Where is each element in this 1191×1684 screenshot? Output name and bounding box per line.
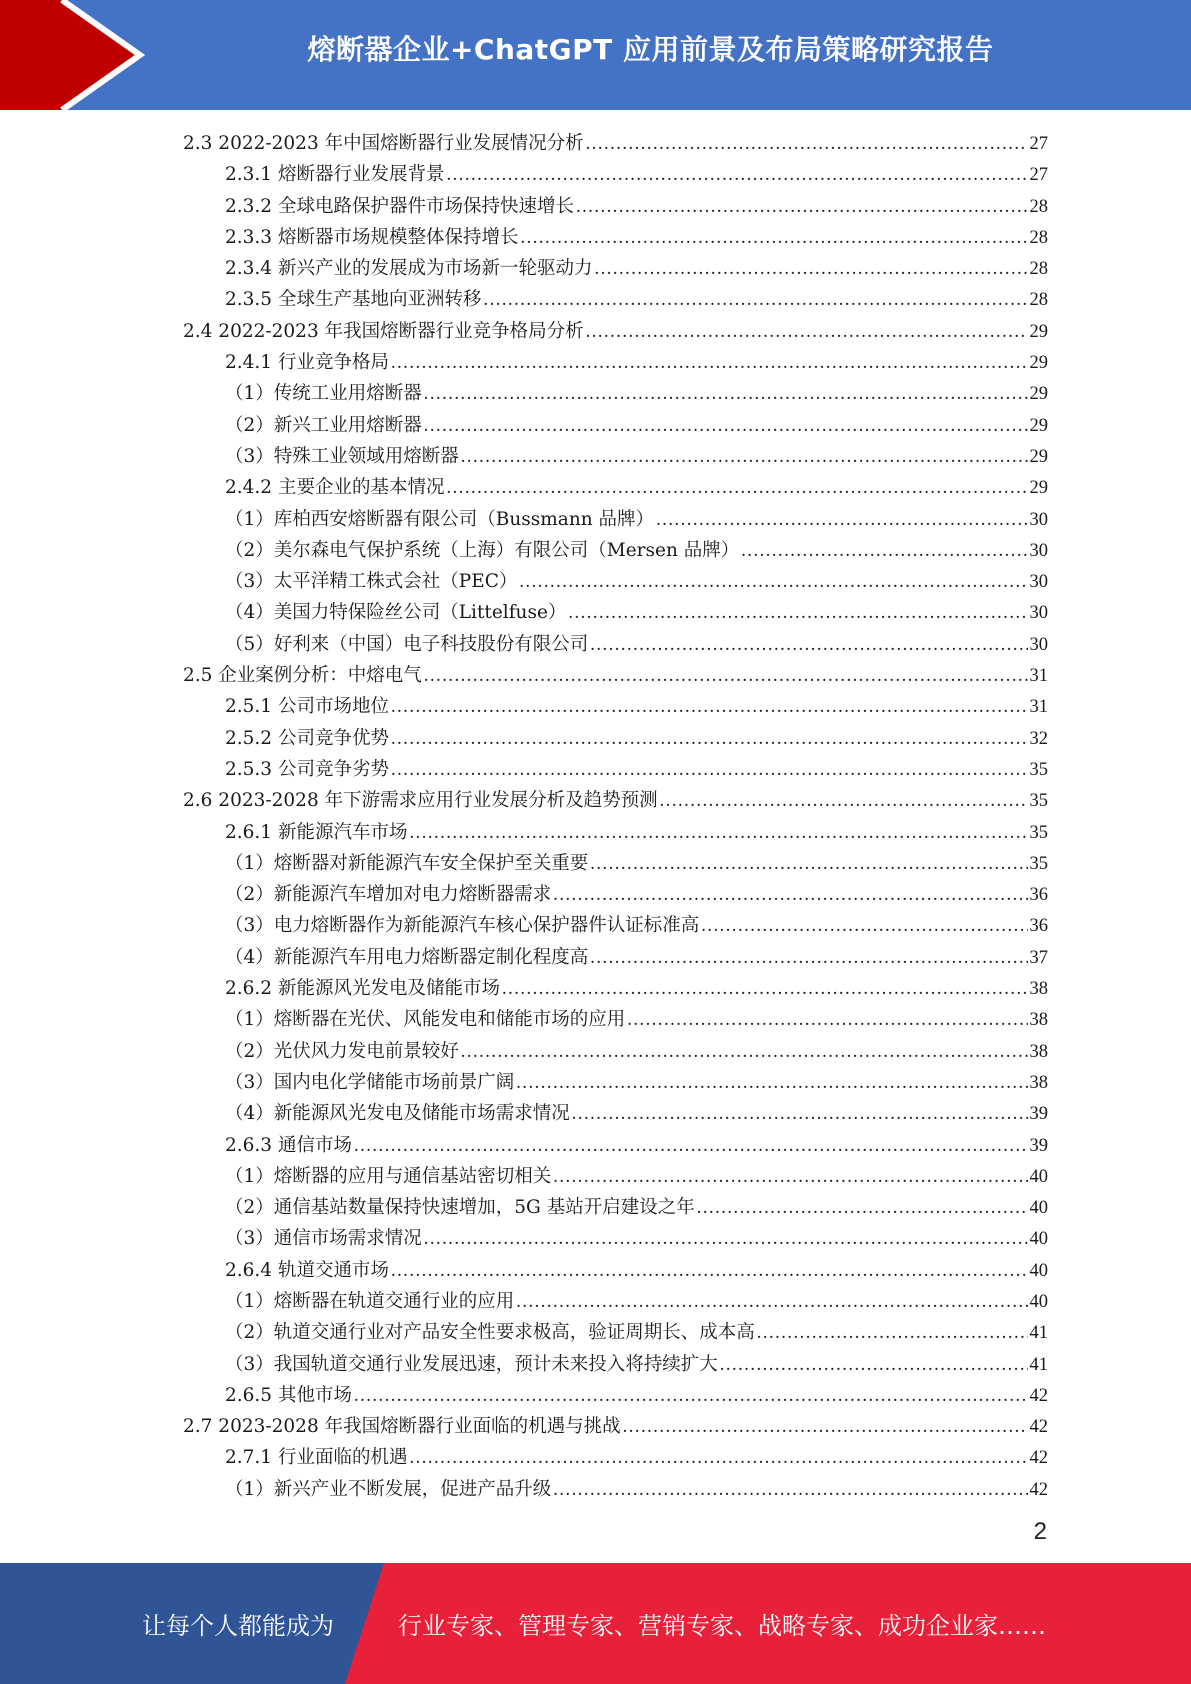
toc-entry[interactable]: [183, 504, 1048, 535]
toc-entry-page: 35: [1029, 791, 1048, 812]
toc-entry-title: （5）好利来（中国）电子科技股份有限公司: [225, 633, 589, 655]
page-footer: [0, 1563, 1191, 1684]
toc-entry[interactable]: [183, 1192, 1048, 1223]
toc-dot-leader: [391, 724, 1028, 755]
toc-entry-title: （3）通信市场需求情况: [225, 1228, 422, 1250]
toc-entry-page: 36: [1029, 885, 1048, 906]
toc-entry[interactable]: [183, 1317, 1048, 1348]
toc-entry[interactable]: [183, 848, 1048, 879]
toc-entry[interactable]: [183, 1161, 1048, 1192]
footer-slogan-left: 让每个人都能成为: [142, 1612, 334, 1640]
toc-dot-leader: [446, 473, 1027, 504]
toc-entry[interactable]: [183, 1474, 1048, 1505]
toc-dot-leader: [502, 974, 1028, 1005]
toc-entry-page: 28: [1029, 227, 1048, 248]
toc-dot-leader: [461, 442, 1028, 473]
toc-entry-page: 28: [1029, 259, 1048, 280]
toc-dot-leader: [424, 661, 1028, 692]
toc-entry-page: 40: [1029, 1260, 1048, 1281]
toc-entry-page: 38: [1029, 1072, 1048, 1093]
toc-entry[interactable]: [183, 1286, 1048, 1317]
toc-entry-page: 29: [1029, 478, 1048, 499]
toc-entry-page: 42: [1029, 1417, 1048, 1438]
toc-entry-title: 2.6.5 其他市场: [225, 1384, 352, 1406]
toc-dot-leader: [409, 1443, 1027, 1474]
toc-entry[interactable]: [183, 191, 1048, 222]
toc-entry[interactable]: [183, 691, 1048, 722]
toc-entry-page: 38: [1029, 979, 1048, 1000]
toc-entry-title: 2.6 2023-2028 年下游需求应用行业发展分析及趋势预测: [183, 790, 658, 812]
toc-dot-leader: [586, 317, 1028, 348]
toc-dot-leader: [553, 1475, 1027, 1506]
toc-entry-title: 2.5 企业案例分析：中熔电气: [183, 665, 422, 687]
toc-entry[interactable]: [183, 942, 1048, 973]
toc-entry-page: 30: [1029, 572, 1048, 593]
toc-entry[interactable]: [183, 1067, 1048, 1098]
toc-entry-title: 2.3.2 全球电路保护器件市场保持快速增长: [225, 195, 574, 217]
toc-entry-page: 27: [1029, 134, 1048, 154]
toc-entry-page: 40: [1029, 1166, 1048, 1187]
toc-entry-title: （2）新能源汽车增加对电力熔断器需求: [225, 884, 552, 906]
toc-entry-title: 2.4.2 主要企业的基本情况: [225, 477, 445, 499]
toc-entry-title: 2.3 2022-2023 年中国熔断器行业发展情况分析: [183, 133, 584, 154]
toc-entry-page: 39: [1029, 1104, 1048, 1125]
toc-entry-page: 28: [1029, 290, 1048, 311]
toc-entry-title: （2）光伏风力发电前景较好: [225, 1040, 459, 1062]
toc-entry-page: 38: [1029, 1041, 1048, 1062]
toc-entry-page: 30: [1029, 509, 1048, 530]
toc-dot-leader: [446, 160, 1027, 191]
toc-dot-leader: [553, 880, 1027, 911]
toc-entry[interactable]: [183, 1349, 1048, 1380]
toc-entry-title: （1）新兴产业不断发展，促进产品升级: [225, 1478, 552, 1500]
toc-entry[interactable]: [183, 1223, 1048, 1254]
toc-dot-leader: [391, 348, 1028, 379]
toc-dot-leader: [627, 1005, 1027, 1036]
toc-entry-page: 42: [1029, 1448, 1048, 1469]
toc-entry-title: （2）通信基站数量保持快速增加，5G 基站开启建设之年: [225, 1197, 695, 1219]
toc-entry-page: 41: [1029, 1354, 1048, 1375]
toc-entry-title: （2）轨道交通行业对产品安全性要求极高，验证周期长、成本高: [225, 1322, 755, 1344]
footer-slogan-right: 行业专家、管理专家、营销专家、战略专家、成功企业家……: [398, 1612, 1046, 1640]
toc-entry-title: （3）太平洋精工株式会社（PEC）: [225, 571, 518, 593]
toc-entry-page: 35: [1029, 853, 1048, 874]
toc-dot-leader: [516, 1287, 1027, 1318]
toc-entry-title: （4）新能源风光发电及储能市场需求情况: [225, 1103, 570, 1125]
toc-entry-page: 41: [1029, 1323, 1048, 1344]
toc-entry-page: 29: [1029, 384, 1048, 405]
page-number: 2: [1033, 1518, 1047, 1545]
toc-dot-leader: [424, 1224, 1028, 1255]
toc-entry-title: 2.6.3 通信市场: [225, 1134, 352, 1156]
toc-entry-title: （3）电力熔断器作为新能源汽车核心保护器件认证标准高: [225, 915, 700, 937]
toc-entry-title: （4）美国力特保险丝公司（Littelfuse）: [225, 602, 567, 624]
toc-entry-title: （1）熔断器在光伏、风能发电和储能市场的应用: [225, 1009, 626, 1031]
toc-entry-page: 30: [1029, 603, 1048, 624]
toc-entry-page: 30: [1029, 634, 1048, 655]
toc-dot-leader: [354, 1131, 1028, 1162]
toc-entry[interactable]: [183, 535, 1048, 566]
toc-dot-leader: [424, 411, 1028, 442]
toc-entry[interactable]: [183, 441, 1048, 472]
toc-entry-title: （1）熔断器在轨道交通行业的应用: [225, 1290, 515, 1312]
toc-entry-page: 30: [1029, 540, 1048, 561]
report-title: 熔断器企业+ChatGPT 应用前景及布局策略研究报告: [307, 33, 994, 66]
toc-dot-leader: [519, 567, 1027, 598]
toc-entry[interactable]: [183, 284, 1048, 315]
toc-entry[interactable]: [183, 1411, 1048, 1442]
toc-dot-leader: [594, 254, 1027, 285]
toc-entry-title: 2.6.1 新能源汽车市场: [225, 821, 408, 843]
toc-entry[interactable]: [183, 597, 1048, 628]
toc-entry-page: 29: [1029, 415, 1048, 436]
toc-entry-page: 29: [1029, 321, 1048, 342]
toc-entry-page: 28: [1029, 196, 1048, 217]
toc-entry-page: 29: [1029, 353, 1048, 374]
toc-entry-title: 2.5.3 公司竞争劣势: [225, 758, 389, 780]
toc-entry[interactable]: [183, 1255, 1048, 1286]
toc-entry[interactable]: [183, 1442, 1048, 1473]
toc-entry-page: 27: [1029, 165, 1048, 186]
toc-entry-title: （1）库柏西安熔断器有限公司（Bussmann 品牌）: [225, 508, 655, 530]
toc-entry-title: （2）美尔森电气保护系统（上海）有限公司（Mersen 品牌）: [225, 539, 740, 561]
toc-entry-title: （1）熔断器对新能源汽车安全保护至关重要: [225, 852, 589, 874]
toc-entry-page: 42: [1029, 1385, 1048, 1406]
toc-dot-leader: [461, 1037, 1028, 1068]
toc-entry-title: 2.6.2 新能源风光发电及储能市场: [225, 978, 500, 1000]
toc-entry-title: 2.3.5 全球生产基地向亚洲转移: [225, 289, 482, 311]
toc-dot-leader: [391, 692, 1028, 723]
toc-entry-page: 39: [1029, 1135, 1048, 1156]
toc-entry-title: 2.7 2023-2028 年我国熔断器行业面临的机遇与挑战: [183, 1416, 621, 1438]
toc-entry-title: （3）我国轨道交通行业发展迅速，预计未来投入将持续扩大: [225, 1353, 718, 1375]
toc-dot-leader: [424, 379, 1028, 410]
toc-dot-leader: [553, 1162, 1027, 1193]
toc-dot-leader: [409, 818, 1027, 849]
toc-dot-leader: [590, 849, 1027, 880]
toc-dot-leader: [576, 192, 1028, 223]
toc-entry[interactable]: [183, 316, 1048, 347]
toc-entry-title: （2）新兴工业用熔断器: [225, 414, 422, 436]
toc-dot-leader: [701, 911, 1027, 942]
toc-dot-leader: [590, 630, 1027, 661]
toc-entry[interactable]: [183, 128, 1048, 159]
header-red-chevron: [0, 0, 140, 110]
toc-entry-page: 40: [1029, 1229, 1048, 1250]
toc-entry-page: 35: [1029, 822, 1048, 843]
table-of-contents: [183, 128, 1048, 1505]
toc-entry-page: 42: [1029, 1479, 1048, 1500]
toc-dot-leader: [590, 943, 1027, 974]
toc-dot-leader: [586, 129, 1028, 160]
toc-entry[interactable]: [183, 1098, 1048, 1129]
toc-dot-leader: [516, 1068, 1027, 1099]
toc-entry[interactable]: [183, 785, 1048, 816]
toc-entry-title: （1）熔断器的应用与通信基站密切相关: [225, 1165, 552, 1187]
toc-entry-title: 2.7.1 行业面临的机遇: [225, 1447, 408, 1469]
toc-entry-title: 2.5.2 公司竞争优势: [225, 727, 389, 749]
toc-dot-leader: [757, 1318, 1028, 1349]
toc-entry[interactable]: [183, 472, 1048, 503]
toc-entry-page: 31: [1029, 697, 1048, 718]
toc-entry[interactable]: [183, 629, 1048, 660]
toc-entry-title: 2.4.1 行业竞争格局: [225, 352, 389, 374]
toc-entry-page: 38: [1029, 1010, 1048, 1031]
page-header: [0, 0, 1191, 110]
toc-entry[interactable]: [183, 879, 1048, 910]
toc-entry-title: 2.6.4 轨道交通市场: [225, 1259, 389, 1281]
toc-entry-title: （1）传统工业用熔断器: [225, 383, 422, 405]
toc-entry[interactable]: [183, 723, 1048, 754]
toc-entry-title: （3）特殊工业领域用熔断器: [225, 445, 459, 467]
toc-entry[interactable]: [183, 410, 1048, 441]
toc-entry-title: 2.3.3 熔断器市场规模整体保持增长: [225, 226, 519, 248]
toc-entry[interactable]: [183, 222, 1048, 253]
toc-dot-leader: [354, 1381, 1028, 1412]
toc-entry[interactable]: [183, 817, 1048, 848]
toc-entry[interactable]: [183, 159, 1048, 190]
toc-entry[interactable]: [183, 566, 1048, 597]
toc-dot-leader: [572, 1099, 1028, 1130]
toc-entry-title: 2.4 2022-2023 年我国熔断器行业竞争格局分析: [183, 320, 584, 342]
toc-entry-page: 31: [1029, 666, 1048, 687]
toc-dot-leader: [568, 598, 1027, 629]
toc-entry-title: 2.5.1 公司市场地位: [225, 696, 389, 718]
toc-entry[interactable]: [183, 754, 1048, 785]
toc-entry[interactable]: [183, 1036, 1048, 1067]
toc-entry-page: 35: [1029, 759, 1048, 780]
toc-dot-leader: [520, 223, 1027, 254]
toc-entry[interactable]: [183, 378, 1048, 409]
toc-dot-leader: [720, 1350, 1028, 1381]
toc-entry-title: （3）国内电化学储能市场前景广阔: [225, 1071, 515, 1093]
toc-entry-title: 2.3.4 新兴产业的发展成为市场新一轮驱动力: [225, 258, 593, 280]
toc-entry-page: 36: [1029, 916, 1048, 937]
toc-entry[interactable]: [183, 1004, 1048, 1035]
toc-entry[interactable]: [183, 910, 1048, 941]
toc-entry-page: 32: [1029, 728, 1048, 749]
toc-dot-leader: [391, 755, 1028, 786]
toc-entry[interactable]: [183, 660, 1048, 691]
toc-entry[interactable]: [183, 253, 1048, 284]
toc-entry-page: 40: [1029, 1291, 1048, 1312]
toc-entry-title: （4）新能源汽车用电力熔断器定制化程度高: [225, 946, 589, 968]
toc-dot-leader: [697, 1193, 1028, 1224]
toc-dot-leader: [391, 1256, 1028, 1287]
toc-entry-page: 37: [1029, 947, 1048, 968]
toc-entry[interactable]: [183, 1130, 1048, 1161]
toc-entry[interactable]: [183, 973, 1048, 1004]
toc-dot-leader: [660, 786, 1028, 817]
toc-entry-title: 2.3.1 熔断器行业发展背景: [225, 164, 445, 186]
toc-entry[interactable]: [183, 347, 1048, 378]
toc-dot-leader: [483, 285, 1027, 316]
toc-entry[interactable]: [183, 1380, 1048, 1411]
toc-entry-page: 40: [1029, 1198, 1048, 1219]
toc-entry-page: 29: [1029, 446, 1048, 467]
toc-dot-leader: [741, 536, 1027, 567]
toc-dot-leader: [656, 505, 1027, 536]
toc-dot-leader: [623, 1412, 1028, 1443]
